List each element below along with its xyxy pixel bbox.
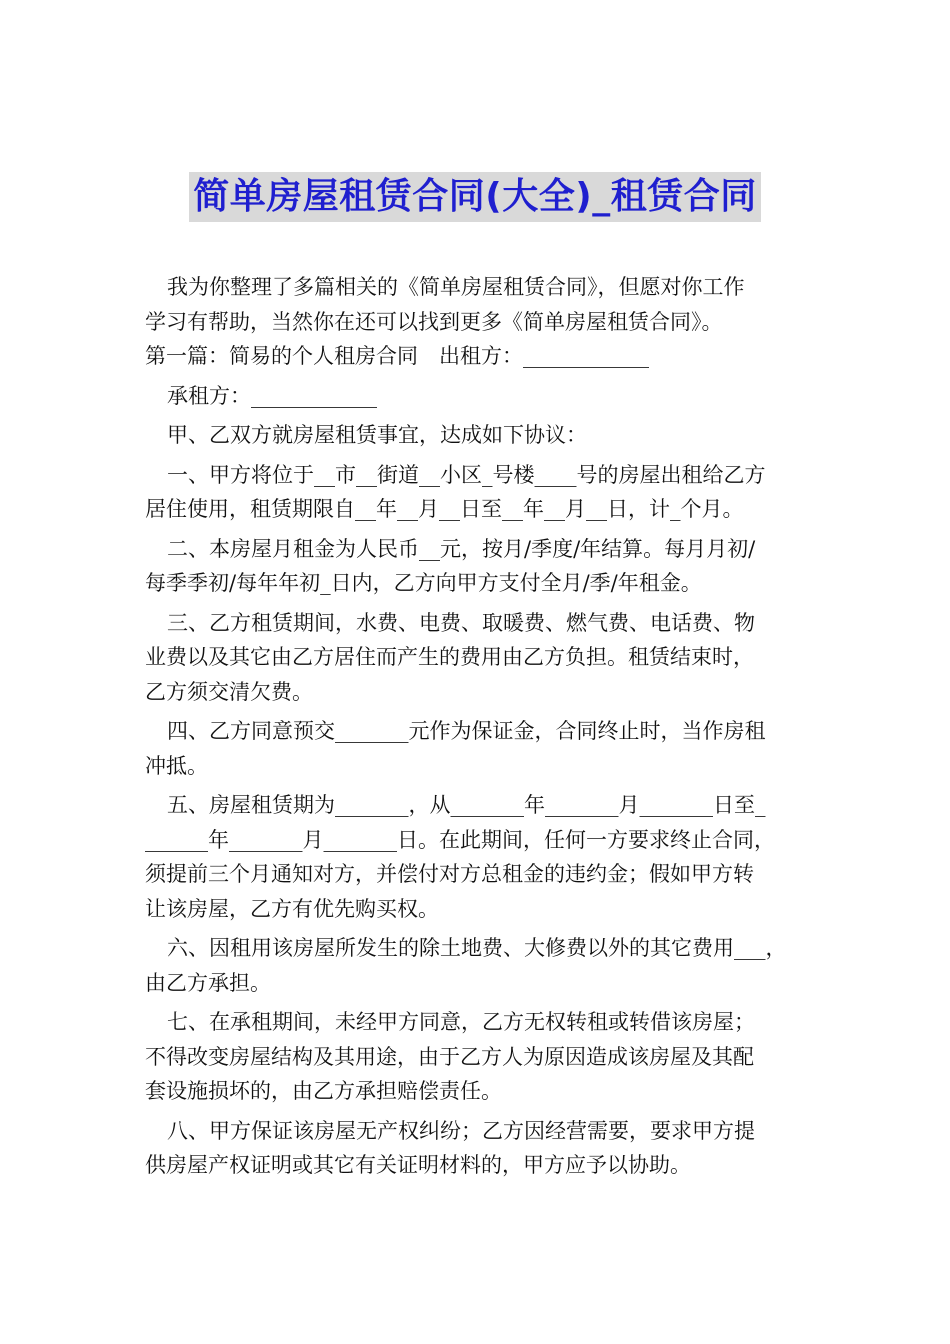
document-title: 简单房屋租赁合同(大全)_租赁合同 — [189, 172, 760, 222]
text-line: 承租方：____________ — [167, 383, 377, 408]
text-line: 我为你整理了多篇相关的《简单房屋租赁合同》，但愿对你工作 — [167, 275, 745, 299]
title-container — [0, 172, 950, 222]
text-line: 四、乙方同意预交_______元作为保证金，合同终止时，当作房租 — [167, 719, 766, 743]
document-body — [145, 270, 815, 1183]
text-line: 让该房屋，乙方有优先购买权。 — [145, 896, 439, 921]
text-line: 套设施损坏的，由乙方承担赔偿责任。 — [145, 1079, 502, 1103]
text-line: 五、房屋租赁期为_______，从_______年_______月_______日至_ — [167, 793, 766, 817]
text-line: 乙方须交清欠费。 — [145, 679, 313, 704]
text-line: 业费以及其它由乙方居住而产生的费用由乙方负担。租赁结束时， — [145, 645, 754, 669]
text-line: 二、本房屋月租金为人民币__元，按月/季度/年结算。每月月初/ — [167, 536, 756, 561]
text-line: ______年_______月_______日。在此期间，任何一方要求终止合同， — [145, 827, 775, 852]
text-line: 六、因租用该房屋所发生的除土地费、大修费以外的其它费用___， — [167, 936, 787, 960]
text-line: 第一篇：简易的个人租房合同 出租方：____________ — [145, 344, 649, 368]
text-line: 须提前三个月通知对方，并偿付对方总租金的违约金；假如甲方转 — [145, 862, 754, 886]
text-line: 甲、乙双方就房屋租赁事宜，达成如下协议： — [167, 423, 587, 447]
text-line: 居住使用，租赁期限自__年__月__日至__年__月__日，计_个月。 — [145, 497, 744, 521]
text-line: 供房屋产权证明或其它有关证明材料的，甲方应予以协助。 — [145, 1153, 691, 1177]
text-line: 不得改变房屋结构及其用途，由于乙方人为原因造成该房屋及其配 — [145, 1044, 754, 1069]
text-line: 由乙方承担。 — [145, 970, 271, 995]
text-line: 八、甲方保证该房屋无产权纠纷；乙方因经营需要，要求甲方提 — [167, 1118, 755, 1143]
text-line: 每季季初/每年年初_日内，乙方向甲方支付全月/季/年租金。 — [145, 571, 702, 595]
text-line: 冲抵。 — [145, 753, 208, 778]
text-line: 三、乙方租赁期间，水费、电费、取暖费、燃气费、电话费、物 — [167, 610, 755, 635]
text-line: 七、在承租期间，未经甲方同意，乙方无权转租或转借该房屋； — [167, 1010, 755, 1034]
text-line: 学习有帮助，当然你在还可以找到更多《简单房屋租赁合同》。 — [145, 309, 723, 334]
text-line: 一、甲方将位于__市__街道__小区_号楼____号的房屋出租给乙方 — [167, 462, 766, 487]
